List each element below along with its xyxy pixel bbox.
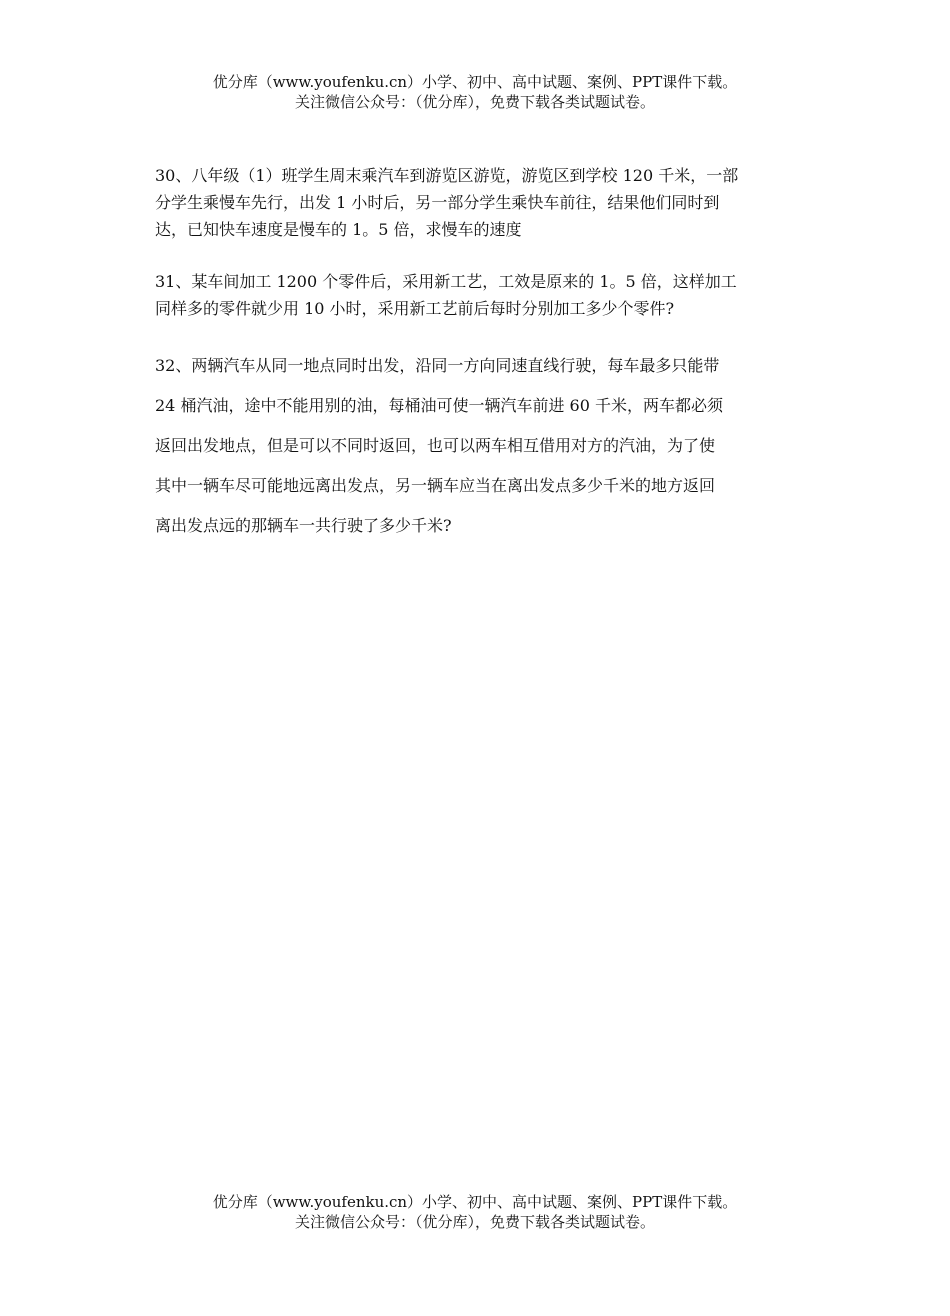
- footer-line-2: 关注微信公众号：（优分库），免费下载各类试题试卷。: [294, 1213, 655, 1231]
- question-32-line-4: 其中一辆车尽可能地远离出发点，另一辆车应当在离出发点多少千米的地方返回: [155, 476, 716, 495]
- footer-line-1: 优分库（www.youfenku.cn）小学、初中、高中试题、案例、PPT课件下载。: [212, 1193, 738, 1211]
- page-footer: [0, 1192, 950, 1232]
- question-31-line-1: 31、某车间加工 1200 个零件后，采用新工艺，工效是原来的 1。5 倍，这样加工: [155, 272, 737, 291]
- question-32: [155, 346, 797, 546]
- question-32-line-2: 24 桶汽油，途中不能用别的油，每桶油可使一辆汽车前进 60 千米，两车都必须: [155, 396, 723, 415]
- page-header: [0, 72, 950, 112]
- question-30-line-3: 达，已知快车速度是慢车的 1。5 倍，求慢车的速度: [155, 220, 522, 239]
- question-30-line-1: 30、八年级（1）班学生周末乘汽车到游览区游览，游览区到学校 120 千米，一部: [155, 166, 739, 185]
- question-32-line-3: 返回出发地点，但是可以不同时返回，也可以两车相互借用对方的汽油，为了使: [155, 436, 716, 455]
- question-32-line-1: 32、两辆汽车从同一地点同时出发，沿同一方向同速直线行驶，每车最多只能带: [155, 356, 720, 375]
- question-30: [155, 162, 797, 243]
- header-line-2: 关注微信公众号：（优分库），免费下载各类试题试卷。: [294, 93, 655, 111]
- question-32-line-5: 离出发点远的那辆车一共行驶了多少千米?: [155, 516, 452, 535]
- header-line-1: 优分库（www.youfenku.cn）小学、初中、高中试题、案例、PPT课件下载。: [212, 73, 738, 91]
- question-31: [155, 268, 797, 322]
- question-30-line-2: 分学生乘慢车先行，出发 1 小时后，另一部分学生乘快车前往，结果他们同时到: [155, 193, 720, 212]
- question-31-line-2: 同样多的零件就少用 10 小时，采用新工艺前后每时分别加工多少个零件?: [155, 299, 675, 318]
